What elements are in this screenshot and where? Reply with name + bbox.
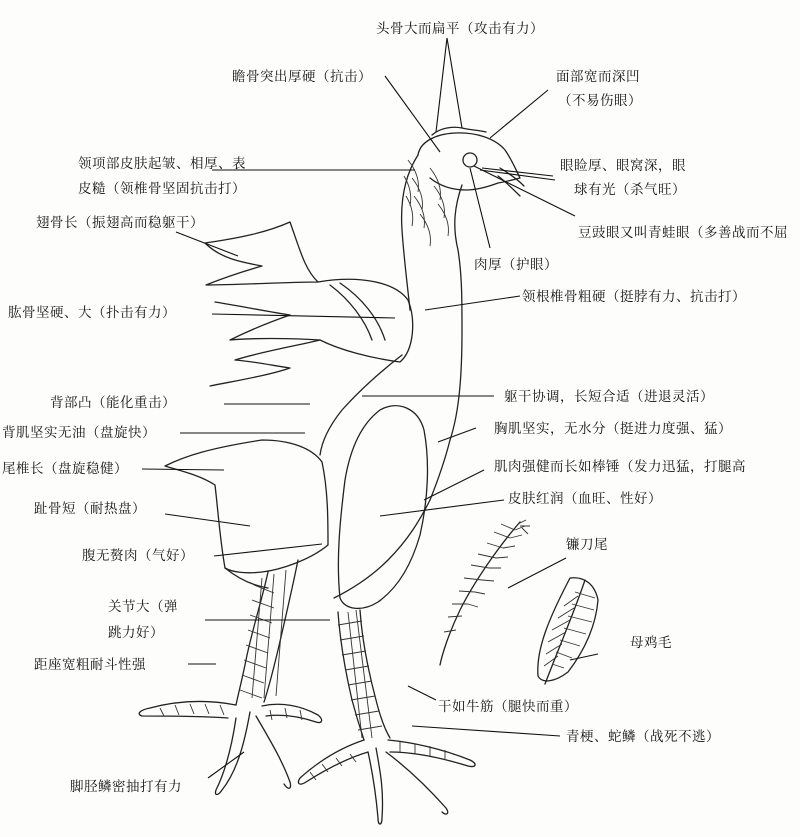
label-neck-root: 领根椎骨粗硬（挺脖有力、抗击打）: [522, 289, 746, 305]
label-eyelid-line2: 球有光（杀气旺）: [574, 182, 686, 198]
label-neck-skin-line2: 皮糙（领椎骨坚固抗击打）: [78, 181, 246, 197]
label-hen-feather: 母鸡毛: [630, 635, 672, 651]
label-neck-skin-line1: 领项部皮肤起皱、相厚、表: [78, 156, 246, 172]
label-bean-eye: 豆豉眼又叫青蛙眼（多善战而不屈: [578, 225, 788, 241]
label-chest: 胸肌坚实，无水分（挺进力度强、猛）: [494, 421, 732, 437]
label-thigh: 肌肉强健而长如棒锤（发力迅猛，打腿高: [494, 459, 746, 475]
label-toe-bone: 趾骨短（耐热盘）: [34, 501, 146, 517]
body-drawing: [165, 155, 462, 608]
label-sickle-tail: 镰刀尾: [566, 537, 608, 553]
label-tendon: 干如牛筋（腿快而重）: [438, 699, 578, 715]
label-joint-line1: 关节大（弹: [108, 599, 178, 615]
sickle-feather-drawing: [440, 520, 530, 665]
leader-lines: [142, 38, 598, 778]
label-scales: 青梗、蛇鳞（战死不逃）: [566, 729, 720, 745]
label-trunk: 躯干协调，长短合适（进退灵活）: [504, 389, 714, 405]
label-face: 面部宽而深凹: [556, 69, 640, 85]
label-wing-bone: 翅骨长（振翅高而稳躯干）: [36, 215, 204, 231]
label-eyelid-line1: 眼睑厚、眼窝深，眼: [560, 158, 686, 174]
head-drawing: [404, 127, 524, 246]
label-joint-line2: 跳力好）: [108, 625, 164, 641]
label-tail-bone: 尾椎长（盘旋稳健）: [2, 461, 128, 477]
label-spur: 距座宽粗耐斗性强: [34, 657, 146, 673]
label-skin: 皮肤红润（血旺、性好）: [508, 491, 662, 507]
wing-drawing: [205, 222, 413, 386]
label-back: 背部凸（能化重击）: [50, 395, 176, 411]
label-back-muscle: 背肌坚实无油（盘旋快）: [2, 425, 156, 441]
label-abdomen: 腹无赘肉（气好）: [82, 548, 194, 564]
label-flesh: 肉厚（护眼）: [474, 257, 558, 273]
label-head: 头骨大而扁平（攻击有力）: [376, 21, 544, 37]
label-face-sub: （不易伤眼）: [558, 93, 642, 109]
label-brow: 瞻骨突出厚硬（抗击）: [232, 69, 372, 85]
hen-feather-drawing: [538, 578, 598, 684]
label-humerus: 肱骨坚硬、大（扑击有力）: [8, 305, 176, 321]
label-shank: 脚胫鳞密抽打有力: [70, 779, 182, 795]
